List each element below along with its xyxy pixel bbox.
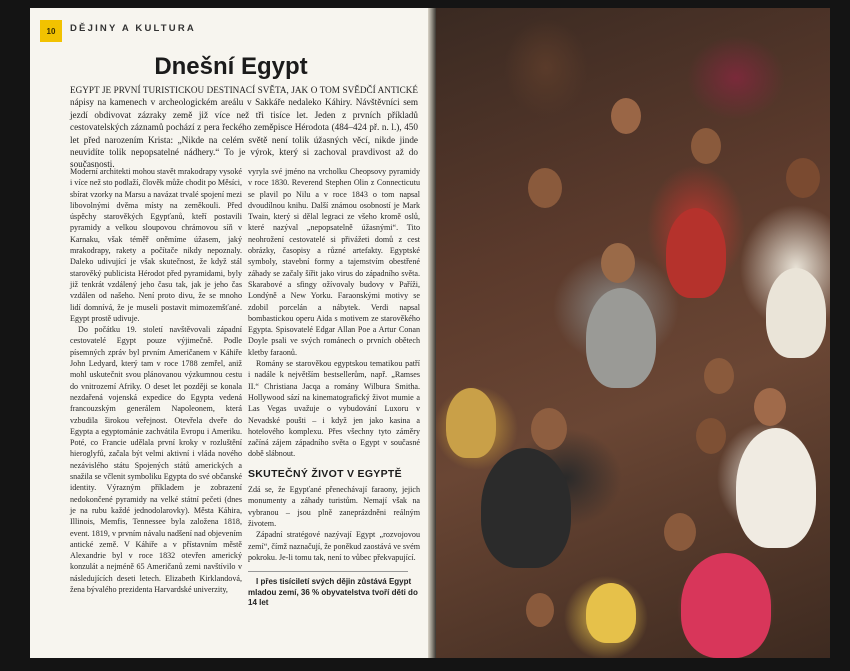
garment-shape [666, 208, 726, 298]
crowd-photo [436, 8, 830, 658]
body-paragraph: Romány se starověkou egyptskou tematikou patří i nadále k největším bestsellerům, např. „Ramses II.“ Christiana Jacqa a romány Wilbura Smitha. Hollywood sází na kinematografický život mumie a Las Vegas uvažuje o vybudování Luxoru v Nevadské poušti – i když jen jako kasina a hotelového komplexu. Přes všechny tyto záměry začíná zájem západního světa o Egypt v současné době slábnout. [248, 359, 420, 459]
garment-shape [736, 428, 816, 548]
body-paragraph: Zdá se, že Egypťané přenechávají faraony, jejich monumenty a záhady turistům. Nemají však na vybranou – jsou plně zaneprázdněni reálným životem. [248, 485, 420, 528]
face-shape [611, 98, 641, 134]
face-shape [601, 243, 635, 283]
running-head: DĚJINY A KULTURA [70, 23, 196, 34]
book-gutter [428, 8, 436, 658]
left-page [30, 8, 432, 658]
face-shape [531, 408, 567, 450]
photo-caption: I přes tisíciletí svých dějin zůstává Egypt mladou zemí, 36 % obyvatelstva tvoří děti do 14 let [248, 577, 418, 608]
text-column-1 [70, 166, 242, 595]
caption-divider [248, 571, 408, 572]
body-paragraph: Do počátku 19. století navštěvovali západní cestovatelé Egypt pouze výjimečně. Podle písemných zpráv byl prvním Američanem v Káhiře John Ledyard, který tam v roce 1788 zemřel, aniž mohl uskutečnit svou plánovanou výzkumnou cestu do vnitrozemí Afriky. O deset let později se konala nezdařená vojenská expedice do Egypta vedená francouzským generálem Napoleonem, která vzbudila širokou veřejnost. Otevřela dveře do Egypta a egyptománie zachvátila Evropu i Ameriku. Poté, co Francie udělala první kroky v rozluštění hieroglyfů, začala být velmi aktivní i vláda nového nezávislého státu Spojených států amerických a snažila se včlenit symboliku Egypta do své občanské identity. Výrazným příkladem je zobrazení nedokončené pyramidy na velké státní pečeti (dnes je na rubu každé jednodolarovky). Města Káhira, Illinois, Memfis, Tennessee byla založena 1818, event. 1819, v prvním návalu nadšení nad objevením antické země. V Káhiře a v přístavním městě Alexandrie byl v roce 1832 otevřen americký konzulát a nejméně 65 Američanů zemi navštívilo v následujících deseti letech. Elizabeth Kirklandová, žena bývalého prezidenta Harvardské univerzity, [70, 325, 242, 594]
text-column-2 [248, 166, 420, 609]
face-shape [526, 593, 554, 627]
page-number-tab [40, 20, 62, 42]
face-shape [664, 513, 696, 551]
garment-shape [681, 553, 771, 658]
garment-shape [481, 448, 571, 568]
face-shape [786, 158, 820, 198]
garment-shape [766, 268, 826, 358]
face-shape [704, 358, 734, 394]
garment-shape [446, 388, 496, 458]
page-number: 10 [46, 26, 56, 36]
face-shape [528, 168, 562, 208]
page-title: Dnešní Egypt [154, 53, 308, 80]
book-spread [30, 8, 830, 658]
intro-paragraph: EGYPT JE PRVNÍ TURISTICKOU DESTINACÍ SVĚTA, JAK O TOM SVĚDČÍ ANTICKÉ nápisy na kamenech v archeologickém areálu v Sakkáře nedaleko Káhiry. Návštěvníci sem jezdí obdivovat zázraky země již více než tři tisíce let. Jeden z prvních příkladů cestovatelských záznamů pochází z pera řeckého zeměpisce Hérodota (484–424 př. n. l.), 450 let před narozením Krista: „Nikde na celém světě není tolik úžasných věcí, nikde jinde neuvidíte tolik nepopsatelné nádhery.“ To je výrok, který si zachoval pravdivost až do současnosti. [70, 85, 418, 170]
body-paragraph: vyryla své jméno na vrcholku Cheopsovy pyramidy v roce 1830. Reverend Stephen Olin z Connecticutu se plavil po Nilu a v roce 1843 o tom napsal dvoudílnou knihu. Další známou osobností je Mark Twain, který si dělal legraci ze všeho kromě oslů, které nazýval „nepopsatelně úžasnými“. Tito neohrožení cestovatelé si přivážeti domů z cest obrázky, časopisy a různé artefakty. Egyptské symboly, stavební formy a tajemstvím obestřené záhady se začaly šířit jako virus do západního světa. Skarabové a sfingy ožívovaly budovy v Paříži, Londýně a New Yorku. Faraonskými motivy se zdobil porcelán a nábytek. Verdi napsal bombastickou operu Aida s motivem ze starověkého Egypta. Spisovatelé Edgar Allan Poe a Artur Conan Doyle psali ve svých románech o prvních obětech kletby faraonů. [248, 167, 420, 357]
face-shape [696, 418, 726, 454]
face-shape [754, 388, 786, 426]
section-subheading: SKUTEČNÝ ŽIVOT V EGYPTĚ [248, 467, 402, 480]
body-paragraph: Moderní architekti mohou stavět mrakodrapy vysoké i více než sto podlaží, člověk může chodit po Měsíci, sbírat vzorky na Marsu a navázat trvalé spojení mezi libovolnými dvěma místy na zeměkouli. Před úspěchy starověkých Egypťanů, kteří postavili pyramidy a velkou sloupovou chrámovou síň v Karnaku, však téměř oněmíme úžasem, jaký mrakodrapy, rakety a počítače nikdy nepoznaly. Daleko udivující je však skutečnost, že když stál starověký publicista Hérodot před pyramidami, byly již tenkrát vzdálený jeho času tak, jak je jeho čas vzdálen od našeho. Není proto divu, že se mnoho lidí domnívá, že je museli postavit mimozemšťané. Egypt prostě udivuje. [70, 167, 242, 323]
garment-shape [586, 583, 636, 643]
face-shape [691, 128, 721, 164]
body-paragraph: Západní stratégové nazývají Egypt „rozvojovou zemí“, čímž naznačují, že poněkud zaostává ve svém pokroku. Je-li tomu tak, není to vůbec překvapující. [248, 530, 420, 562]
garment-shape [586, 288, 656, 388]
